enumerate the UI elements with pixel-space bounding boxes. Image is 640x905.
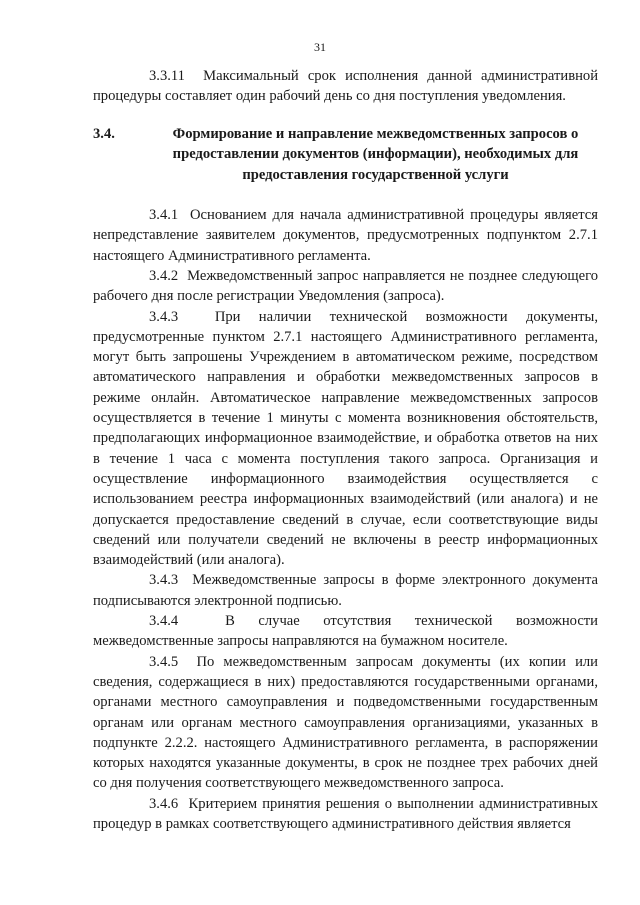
section-title: Формирование и направление межведомственных запросов о предоставлении документов (информации), необходимых для предоставления государственной услуги <box>172 125 579 183</box>
paragraph-text: Максимальный срок исполнения данной административной процедуры составляет один рабочий день со дня поступления уведомления. <box>93 68 599 105</box>
paragraph-number: 3.4.2 <box>149 267 179 284</box>
paragraph-3-4-3 <box>93 307 598 571</box>
paragraph-text: Критерием принятия решения о выполнении административных процедур в рамках соответствующего административного действия является <box>93 795 599 832</box>
paragraph-3-4-2 <box>93 266 598 307</box>
paragraph-3-3-11 <box>93 66 598 107</box>
paragraph-number: 3.4.5 <box>149 653 179 670</box>
paragraph-number: 3.3.11 <box>149 68 185 84</box>
document-body <box>93 66 598 834</box>
paragraph-text: По межведомственным запросам документы (их копии или сведения, содержащиеся в них) предоставляются государственными органами, органами местного самоуправления и подведомственными государственным органам или органам местного самоуправления организациями, указанных в подпункте 2.2.2. настоящего Административного регламента, в распоряжении которых находятся указанные документы, в срок не позднее трех рабочих дней со дня получения соответствующего межведомственного запроса. <box>93 653 598 792</box>
paragraph-text: В случае отсутствия технической возможности межведомственные запросы направляются на бумажном носителе. <box>93 613 598 650</box>
paragraph-text: При наличии технической возможности документы, предусмотренные пунктом 2.7.1 настоящего Административного регламента, могут быть запрошены Учреждением в автоматическом режиме, посредством автоматического направления и обработки межведомственных запросов в режиме онлайн. Автоматическое направление межведомственных запросов осуществляется в течение 1 минуты с момента возникновения обстоятельств, предполагающих информационное взаимодействие, и обработка ответов на них в течение 1 часа с момента поступления такого запроса. Организация и осуществление информационного взаимодействия осуществляется с использованием реестра информационных взаимодействий (или аналога) и не допускается предоставление сведений в случае, если соответствующие виды сведений или получатели сведений не включены в реестр информационных взаимодействий (или аналога). <box>93 308 599 569</box>
paragraph-number: 3.4.6 <box>149 795 179 812</box>
paragraph-3-4-5 <box>93 652 598 794</box>
paragraph-3-4-6 <box>93 794 598 835</box>
section-heading <box>93 124 598 186</box>
paragraph-text: Межведомственные запросы в форме электронного документа подписываются электронной подписью. <box>93 572 598 609</box>
section-number: 3.4. <box>93 125 115 142</box>
paragraph-text: Межведомственный запрос направляется не позднее следующего рабочего дня после регистрации Уведомления (запроса). <box>93 267 598 305</box>
paragraph-text: Основанием для начала административной процедуры является непредставление заявителем документов, предусмотренных подпунктом 2.7.1 настоящего Административного регламента. <box>93 207 598 264</box>
paragraph-number: 3.4.3 <box>149 308 179 325</box>
paragraph-number: 3.4.3 <box>149 572 179 589</box>
paragraph-3-4-4 <box>93 611 598 652</box>
page-number: 31 <box>314 40 326 54</box>
paragraph-number: 3.4.1 <box>149 207 179 224</box>
paragraph-3-4-3-second <box>93 570 598 611</box>
paragraph-3-4-1 <box>93 205 598 266</box>
paragraph-number: 3.4.4 <box>149 613 179 630</box>
